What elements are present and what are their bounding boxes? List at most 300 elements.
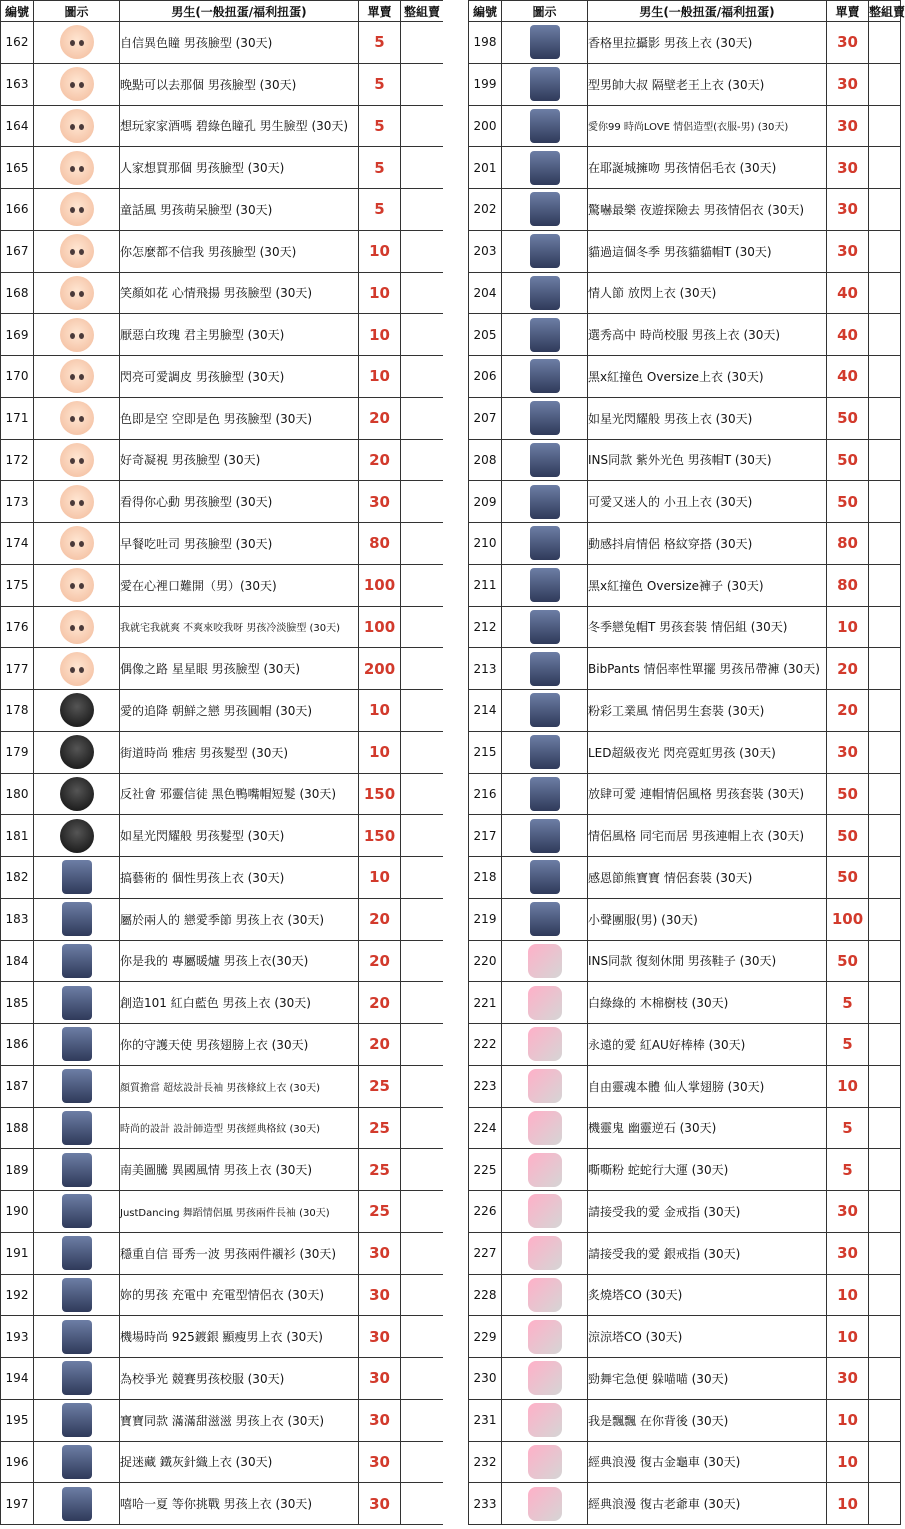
unit-price: 30	[359, 1316, 401, 1358]
item-image-cell	[34, 523, 120, 565]
table-row	[469, 773, 901, 815]
table-row	[469, 523, 901, 565]
item-name: 自信異色瞳 男孩臉型 (30天)	[120, 22, 359, 64]
unit-price: 80	[827, 564, 869, 606]
table-row	[469, 105, 901, 147]
item-image-cell	[502, 606, 588, 648]
set-price	[869, 857, 901, 899]
table-row	[1, 690, 444, 732]
unit-price: 25	[359, 1191, 401, 1233]
item-image-cell	[34, 648, 120, 690]
item-name: LED超級夜光 閃亮霓虹男孩 (30天)	[588, 731, 827, 773]
table-row	[1, 63, 444, 105]
item-number: 172	[1, 439, 34, 481]
table-row	[1, 523, 444, 565]
jacket-icon	[530, 485, 560, 519]
set-price	[401, 648, 444, 690]
unit-price: 30	[827, 731, 869, 773]
unit-price: 50	[827, 439, 869, 481]
item-number: 217	[469, 815, 502, 857]
item-number: 171	[1, 397, 34, 439]
item-name: 選秀高中 時尚校服 男孩上衣 (30天)	[588, 314, 827, 356]
set-price	[869, 731, 901, 773]
set-price	[869, 815, 901, 857]
hair-icon	[60, 777, 94, 811]
set-price	[869, 1232, 901, 1274]
hat-icon	[60, 693, 94, 727]
tshirt-icon	[530, 109, 560, 143]
item-number: 197	[1, 1483, 34, 1525]
set-price	[401, 523, 444, 565]
item-number: 226	[469, 1191, 502, 1233]
set-price	[401, 857, 444, 899]
face-icon	[60, 568, 94, 602]
table-row	[469, 314, 901, 356]
item-name: 早餐吃吐司 男孩臉型 (30天)	[120, 523, 359, 565]
set-price	[869, 1358, 901, 1400]
item-number: 202	[469, 189, 502, 231]
item-number: 233	[469, 1483, 502, 1525]
item-number: 187	[1, 1065, 34, 1107]
item-image-cell	[34, 22, 120, 64]
table-row	[1, 1274, 444, 1316]
table-row	[1, 314, 444, 356]
item-name: 色即是空 空即是色 男孩臉型 (30天)	[120, 397, 359, 439]
pants-icon	[530, 568, 560, 602]
header-image: 圖示	[502, 1, 588, 22]
item-image-cell	[502, 773, 588, 815]
set-price	[401, 564, 444, 606]
table-row	[1, 1149, 444, 1191]
unit-price: 50	[827, 773, 869, 815]
sweater-icon	[62, 1403, 92, 1437]
item-number: 213	[469, 648, 502, 690]
set-price	[869, 940, 901, 982]
shirt-icon	[62, 1194, 92, 1228]
item-name: 黑x紅撞色 Oversize上衣 (30天)	[588, 356, 827, 398]
table-row	[1, 1316, 444, 1358]
item-number: 180	[1, 773, 34, 815]
unit-price: 40	[827, 272, 869, 314]
table-row	[469, 1107, 901, 1149]
item-name: 南美圖騰 異國風情 男孩上衣 (30天)	[120, 1149, 359, 1191]
unit-price: 5	[359, 189, 401, 231]
table-row	[469, 940, 901, 982]
set-price	[401, 272, 444, 314]
header-unit-price: 單賣	[359, 1, 401, 22]
set-price	[869, 22, 901, 64]
table-row	[1, 230, 444, 272]
item-number: 166	[1, 189, 34, 231]
jacket-icon	[62, 902, 92, 936]
item-name: 偶像之路 星星眼 男孩臉型 (30天)	[120, 648, 359, 690]
table-row	[469, 439, 901, 481]
set-price	[401, 690, 444, 732]
header-set-price: 整組賣	[401, 1, 444, 22]
unit-price: 30	[359, 1358, 401, 1400]
ring-icon	[528, 1194, 562, 1228]
item-image-cell	[502, 230, 588, 272]
item-image-cell	[34, 564, 120, 606]
item-name: 為校爭光 競賽男孩校服 (30天)	[120, 1358, 359, 1400]
item-name: 自由靈魂本體 仙人掌翅膀 (30天)	[588, 1065, 827, 1107]
item-name: 情侶風格 同宅而居 男孩連帽上衣 (30天)	[588, 815, 827, 857]
item-number: 186	[1, 1024, 34, 1066]
hair-icon	[60, 819, 94, 853]
table-row	[1, 481, 444, 523]
item-name: 可愛又迷人的 小丑上衣 (30天)	[588, 481, 827, 523]
table-row	[1, 397, 444, 439]
item-name: 如星光閃耀般 男孩上衣 (30天)	[588, 397, 827, 439]
set-price	[401, 439, 444, 481]
table-row	[469, 648, 901, 690]
item-name: 看得你心動 男孩臉型 (30天)	[120, 481, 359, 523]
item-image-cell	[502, 22, 588, 64]
octopus-icon	[528, 1278, 562, 1312]
item-image-cell	[34, 1149, 120, 1191]
item-number: 200	[469, 105, 502, 147]
table-row	[469, 1358, 901, 1400]
item-image-cell	[34, 815, 120, 857]
item-name: 嘻哈一夏 等你挑戰 男孩上衣 (30天)	[120, 1483, 359, 1525]
table-row	[1, 105, 444, 147]
item-number: 165	[1, 147, 34, 189]
item-image-cell	[502, 564, 588, 606]
table-row	[1, 898, 444, 940]
jacket-icon	[530, 526, 560, 560]
table-row	[469, 982, 901, 1024]
set-price	[869, 648, 901, 690]
unit-price: 200	[359, 648, 401, 690]
item-image-cell	[502, 1358, 588, 1400]
item-name: 好奇凝視 男孩臉型 (30天)	[120, 439, 359, 481]
unit-price: 30	[827, 63, 869, 105]
unit-price: 30	[827, 1232, 869, 1274]
item-image-cell	[502, 1065, 588, 1107]
item-number: 211	[469, 564, 502, 606]
table-row	[469, 731, 901, 773]
unit-price: 50	[827, 857, 869, 899]
table-row	[1, 1441, 444, 1483]
item-number: 196	[1, 1441, 34, 1483]
set-price	[869, 690, 901, 732]
item-image-cell	[34, 314, 120, 356]
table-row	[469, 1024, 901, 1066]
item-name: 如星光閃耀般 男孩髮型 (30天)	[120, 815, 359, 857]
cat-icon	[528, 1361, 562, 1395]
unit-price: 150	[359, 815, 401, 857]
unit-price: 20	[359, 898, 401, 940]
item-name: JustDancing 舞蹈情侶風 男孩兩件長袖 (30天)	[120, 1191, 359, 1233]
item-image-cell	[502, 397, 588, 439]
unit-price: 30	[827, 1358, 869, 1400]
set-price	[401, 1149, 444, 1191]
unit-price: 10	[359, 356, 401, 398]
item-name: 粉彩工業風 情侶男生套裝 (30天)	[588, 690, 827, 732]
item-name: 炙燒塔CO (30天)	[588, 1274, 827, 1316]
item-name: 在耶誕城擁吻 男孩情侶毛衣 (30天)	[588, 147, 827, 189]
item-name: 勁舞宅急便 躲喵喵 (30天)	[588, 1358, 827, 1400]
item-name: 請接受我的愛 金戒指 (30天)	[588, 1191, 827, 1233]
table-row	[1, 1191, 444, 1233]
table-row	[469, 1232, 901, 1274]
item-name: 妳的男孩 充電中 充電型情侶衣 (30天)	[120, 1274, 359, 1316]
set-price	[869, 481, 901, 523]
face-icon	[60, 443, 94, 477]
price-table-right	[468, 0, 905, 1525]
item-number: 169	[1, 314, 34, 356]
sweater-icon	[530, 192, 560, 226]
header-unit-price: 單賣	[827, 1, 869, 22]
item-image-cell	[502, 1107, 588, 1149]
set-price	[869, 606, 901, 648]
set-price	[869, 314, 901, 356]
item-number: 206	[469, 356, 502, 398]
item-number: 182	[1, 857, 34, 899]
item-number: 210	[469, 523, 502, 565]
item-image-cell	[502, 1024, 588, 1066]
item-name: 想玩家家酒嗎 碧綠色瞳孔 男生臉型 (30天)	[120, 105, 359, 147]
item-image-cell	[34, 982, 120, 1024]
item-image-cell	[502, 898, 588, 940]
item-image-cell	[34, 857, 120, 899]
table-row	[469, 564, 901, 606]
set-price	[401, 1191, 444, 1233]
unit-price: 20	[827, 690, 869, 732]
item-image-cell	[34, 189, 120, 231]
item-image-cell	[502, 1232, 588, 1274]
item-number: 179	[1, 731, 34, 773]
unit-price: 100	[359, 606, 401, 648]
item-number: 195	[1, 1399, 34, 1441]
item-image-cell	[34, 439, 120, 481]
outfit-icon	[530, 777, 560, 811]
item-name: 情人節 放閃上衣 (30天)	[588, 272, 827, 314]
item-image-cell	[34, 1191, 120, 1233]
item-image-cell	[34, 1316, 120, 1358]
unit-price: 20	[827, 648, 869, 690]
item-name: 涼涼塔CO (30天)	[588, 1316, 827, 1358]
face-icon	[60, 359, 94, 393]
item-image-cell	[502, 940, 588, 982]
header-image: 圖示	[34, 1, 120, 22]
table-row	[1, 1483, 444, 1525]
item-number: 231	[469, 1399, 502, 1441]
item-name: 嘶嘶粉 蛇蛇行大運 (30天)	[588, 1149, 827, 1191]
item-number: 230	[469, 1358, 502, 1400]
item-image-cell	[502, 1191, 588, 1233]
outfit-icon	[530, 819, 560, 853]
table-row	[469, 481, 901, 523]
item-image-cell	[34, 1024, 120, 1066]
set-price	[869, 1149, 901, 1191]
item-image-cell	[34, 1358, 120, 1400]
table-row	[1, 564, 444, 606]
unit-price: 10	[359, 731, 401, 773]
shoes-icon	[528, 944, 562, 978]
set-price	[869, 439, 901, 481]
item-number: 176	[1, 606, 34, 648]
item-name: 閃亮可愛調皮 男孩臉型 (30天)	[120, 356, 359, 398]
unit-price: 100	[359, 564, 401, 606]
set-price	[869, 147, 901, 189]
item-name: 永遠的愛 紅AU好棒棒 (30天)	[588, 1024, 827, 1066]
item-number: 174	[1, 523, 34, 565]
table-row	[469, 1149, 901, 1191]
unit-price: 5	[827, 1024, 869, 1066]
set-price	[401, 105, 444, 147]
set-price	[401, 63, 444, 105]
set-price	[401, 1274, 444, 1316]
header-row	[1, 1, 444, 22]
set-price	[869, 1191, 901, 1233]
outfit-icon	[530, 693, 560, 727]
unit-price: 80	[827, 523, 869, 565]
item-image-cell	[502, 314, 588, 356]
set-price	[401, 356, 444, 398]
item-number: 184	[1, 940, 34, 982]
item-number: 170	[1, 356, 34, 398]
item-number: 168	[1, 272, 34, 314]
set-price	[401, 1441, 444, 1483]
item-name: 冬季戀兔帽T 男孩套裝 情侶組 (30天)	[588, 606, 827, 648]
item-number: 224	[469, 1107, 502, 1149]
hoodie-icon	[530, 234, 560, 268]
unit-price: 20	[359, 1024, 401, 1066]
set-price	[401, 940, 444, 982]
table-row	[1, 606, 444, 648]
unit-price: 80	[359, 523, 401, 565]
set-price	[869, 523, 901, 565]
item-name: 街道時尚 雅痞 男孩髮型 (30天)	[120, 731, 359, 773]
set-price	[869, 189, 901, 231]
outfit-icon	[530, 735, 560, 769]
item-name: 寶寶同款 滿滿甜滋滋 男孩上衣 (30天)	[120, 1399, 359, 1441]
table-row	[1, 1399, 444, 1441]
hair-icon	[60, 735, 94, 769]
table-row	[1, 857, 444, 899]
set-price	[869, 397, 901, 439]
item-image-cell	[34, 1399, 120, 1441]
unit-price: 50	[827, 815, 869, 857]
set-price	[401, 22, 444, 64]
item-name: 動感抖肩情侶 格紋穿搭 (30天)	[588, 523, 827, 565]
item-number: 215	[469, 731, 502, 773]
table-row	[469, 815, 901, 857]
jacket-icon	[62, 1069, 92, 1103]
table-row	[1, 147, 444, 189]
item-number: 163	[1, 63, 34, 105]
jacket-icon	[62, 1027, 92, 1061]
set-price	[401, 1316, 444, 1358]
item-name: 驚嚇最樂 夜遊探險去 男孩情侶衣 (30天)	[588, 189, 827, 231]
item-image-cell	[502, 815, 588, 857]
snake-icon	[528, 1153, 562, 1187]
item-name: 經典浪漫 復古老爺車 (30天)	[588, 1483, 827, 1525]
set-price	[401, 1107, 444, 1149]
set-price	[401, 898, 444, 940]
face-icon	[60, 318, 94, 352]
item-number: 229	[469, 1316, 502, 1358]
item-image-cell	[34, 1065, 120, 1107]
item-number: 194	[1, 1358, 34, 1400]
table-row	[1, 1232, 444, 1274]
set-price	[401, 397, 444, 439]
item-number: 177	[1, 648, 34, 690]
item-name: 屬於兩人的 戀愛季節 男孩上衣 (30天)	[120, 898, 359, 940]
item-image-cell	[34, 1483, 120, 1525]
face-icon	[60, 276, 94, 310]
item-name: 晚點可以去那個 男孩臉型 (30天)	[120, 63, 359, 105]
set-price	[401, 481, 444, 523]
table-row	[469, 272, 901, 314]
item-number: 212	[469, 606, 502, 648]
item-number: 225	[469, 1149, 502, 1191]
item-name: 你的守護天使 男孩翅膀上衣 (30天)	[120, 1024, 359, 1066]
table-row	[1, 815, 444, 857]
item-number: 199	[469, 63, 502, 105]
set-price	[869, 230, 901, 272]
sweater-icon	[62, 1153, 92, 1187]
item-image-cell	[34, 105, 120, 147]
face-icon	[60, 234, 94, 268]
item-number: 219	[469, 898, 502, 940]
table-row	[469, 1316, 901, 1358]
hoodie-icon	[530, 443, 560, 477]
set-price	[401, 189, 444, 231]
set-price	[869, 1065, 901, 1107]
item-name: 放肆可愛 連帽情侶風格 男孩套裝 (30天)	[588, 773, 827, 815]
table-row	[469, 1065, 901, 1107]
unit-price: 30	[359, 1232, 401, 1274]
item-number: 173	[1, 481, 34, 523]
item-image-cell	[34, 63, 120, 105]
unit-price: 150	[359, 773, 401, 815]
table-row	[1, 22, 444, 64]
unit-price: 20	[359, 982, 401, 1024]
item-image-cell	[502, 982, 588, 1024]
item-number: 208	[469, 439, 502, 481]
set-price	[401, 1024, 444, 1066]
item-number: 193	[1, 1316, 34, 1358]
column-gap	[443, 0, 468, 1529]
item-image-cell	[502, 1483, 588, 1525]
item-number: 218	[469, 857, 502, 899]
face-icon	[60, 67, 94, 101]
item-name: INS同款 紫外光色 男孩帽T (30天)	[588, 439, 827, 481]
item-name: BibPants 情侶率性單擺 男孩吊帶褲 (30天)	[588, 648, 827, 690]
item-name: 貓過這個冬季 男孩貓貓帽T (30天)	[588, 230, 827, 272]
table-row	[469, 356, 901, 398]
unit-price: 5	[827, 1107, 869, 1149]
unit-price: 50	[827, 940, 869, 982]
unit-price: 20	[359, 397, 401, 439]
shirt-icon	[530, 276, 560, 310]
item-name: 機靈鬼 幽靈逆石 (30天)	[588, 1107, 827, 1149]
table-row	[469, 1399, 901, 1441]
item-number: 188	[1, 1107, 34, 1149]
table-row	[469, 857, 901, 899]
tshirt-icon	[62, 1487, 92, 1521]
unit-price: 30	[827, 189, 869, 231]
set-price	[869, 982, 901, 1024]
item-image-cell	[34, 1107, 120, 1149]
car-icon	[528, 1445, 562, 1479]
item-name: 機場時尚 925鍍銀 顯瘦男上衣 (30天)	[120, 1316, 359, 1358]
item-number: 198	[469, 22, 502, 64]
set-price	[401, 815, 444, 857]
item-name: 我是飄飄 在你背後 (30天)	[588, 1399, 827, 1441]
